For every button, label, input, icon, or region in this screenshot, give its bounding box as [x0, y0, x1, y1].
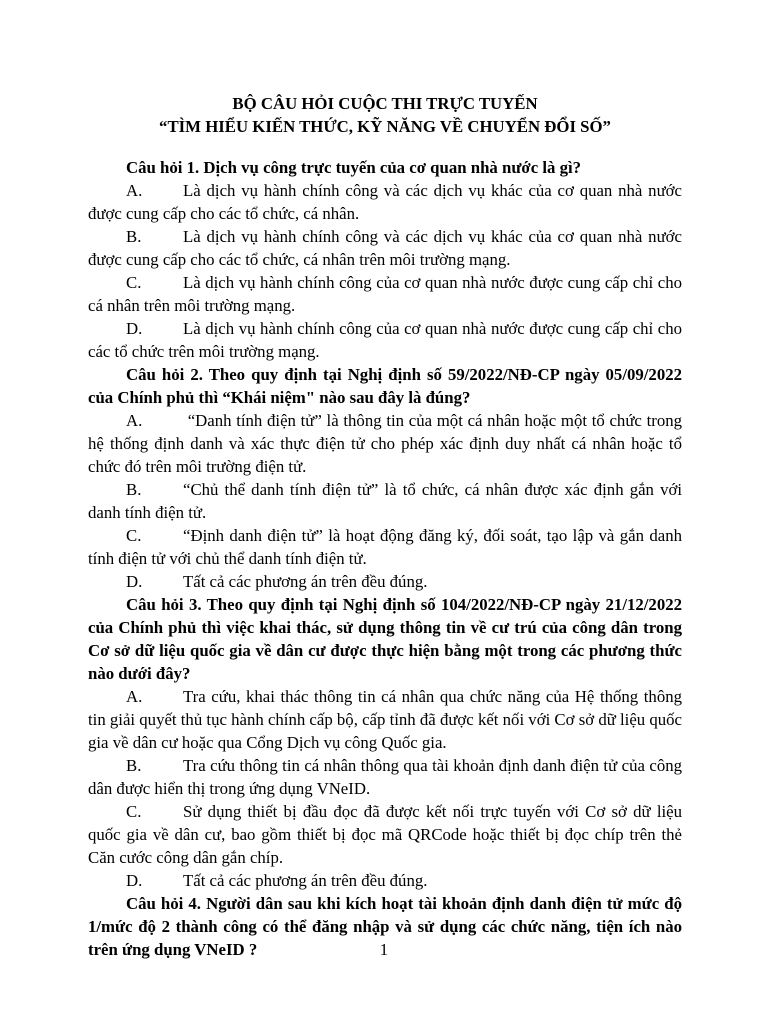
title-spacer	[88, 138, 682, 156]
option-letter: B.	[126, 480, 142, 499]
document-title-line-1: BỘ CÂU HỎI CUỘC THI TRỰC TUYẾN	[232, 94, 538, 113]
question-3-option-c	[88, 800, 682, 869]
document-body	[88, 92, 682, 961]
option-text: Sử dụng thiết bị đầu đọc đã được kết nối trực tuyến với Cơ sở dữ liệu quốc gia về dân cư, bao gồm thiết bị đọc mã QRCode hoặc thiết bị đọc chíp trên thẻ Căn cước công dân gắn chíp.	[88, 802, 682, 867]
option-letter: C.	[126, 273, 142, 292]
option-letter: A.	[126, 181, 143, 200]
option-letter: D.	[126, 871, 143, 890]
option-letter: B.	[126, 756, 142, 775]
option-text: Tra cứu, khai thác thông tin cá nhân qua chức năng của Hệ thống thông tin giải quyết thủ tục hành chính cấp bộ, cấp tỉnh đã được kết nối với Cơ sở dữ liệu quốc gia về dân cư hoặc qua Cổng Dịch vụ công Quốc gia.	[88, 687, 682, 752]
option-text: Tất cả các phương án trên đều đúng.	[183, 871, 428, 890]
question-2-option-d	[88, 570, 682, 593]
question-3-option-a	[88, 685, 682, 754]
option-letter: D.	[126, 319, 143, 338]
question-1-option-c	[88, 271, 682, 317]
option-text: “Chủ thể danh tính điện tử” là tổ chức, cá nhân được xác định gắn với danh tính điện tử.	[88, 480, 682, 522]
option-letter: C.	[126, 802, 142, 821]
question-2-option-b	[88, 478, 682, 524]
question-1: Câu hỏi 1. Dịch vụ công trực tuyến của cơ quan nhà nước là gì?	[126, 158, 582, 177]
question-3: Câu hỏi 3. Theo quy định tại Nghị định số 104/2022/NĐ-CP ngày 21/12/2022 của Chính phủ thì việc khai thác, sử dụng thông tin về cư trú của công dân trong Cơ sở dữ liệu quốc gia về dân cư được thực hiện bằng một trong các phương thức nào dưới đây?	[88, 595, 682, 683]
option-text: Là dịch vụ hành chính công và các dịch vụ khác của cơ quan nhà nước được cung cấp cho các tổ chức, cá nhân trên môi trường mạng.	[88, 227, 682, 269]
option-letter: D.	[126, 572, 143, 591]
question-4: Câu hỏi 4. Người dân sau khi kích hoạt tài khoản định danh điện tử mức độ 1/mức độ 2 thành công có thể đăng nhập và sử dụng các chức năng, tiện ích nào trên ứng dụng VNeID ?	[88, 894, 682, 959]
option-text: “Danh tính điện tử” là thông tin của một cá nhân hoặc một tổ chức trong hệ thống định danh và xác thực điện tử cho phép xác định duy nhất cá nhân hoặc tổ chức đó trên môi trường điện tử.	[88, 411, 682, 476]
question-3-option-d	[88, 869, 682, 892]
option-text: Là dịch vụ hành chính công của cơ quan nhà nước được cung cấp chỉ cho cá nhân trên môi trường mạng.	[88, 273, 682, 315]
page-number: 1	[379, 940, 389, 959]
option-text: Tất cả các phương án trên đều đúng.	[183, 572, 428, 591]
option-letter: A.	[126, 411, 143, 430]
option-text: Tra cứu thông tin cá nhân thông qua tài khoản định danh điện tử của công dân được hiển thị trong ứng dụng VNeID.	[88, 756, 682, 798]
option-letter: B.	[126, 227, 142, 246]
question-3-option-b	[88, 754, 682, 800]
option-letter: A.	[126, 687, 143, 706]
option-text: Là dịch vụ hành chính công và các dịch vụ khác của cơ quan nhà nước được cung cấp cho các tổ chức, cá nhân.	[88, 181, 682, 223]
document-title-line-2: “TÌM HIỂU KIẾN THỨC, KỸ NĂNG VỀ CHUYỂN ĐỔI SỐ”	[159, 117, 611, 136]
question-1-option-d	[88, 317, 682, 363]
option-text: “Định danh điện tử” là hoạt động đăng ký, đối soát, tạo lập và gắn danh tính điện tử với chủ thể danh tính điện tử.	[88, 526, 682, 568]
option-text: Là dịch vụ hành chính công của cơ quan nhà nước được cung cấp chỉ cho các tổ chức trên môi trường mạng.	[88, 319, 682, 361]
question-2-option-a	[88, 409, 682, 478]
option-letter: C.	[126, 526, 142, 545]
question-2-option-c	[88, 524, 682, 570]
question-2: Câu hỏi 2. Theo quy định tại Nghị định số 59/2022/NĐ-CP ngày 05/09/2022 của Chính phủ thì “Khái niệm" nào sau đây là đúng?	[88, 365, 682, 407]
question-1-option-a	[88, 179, 682, 225]
question-1-option-b	[88, 225, 682, 271]
